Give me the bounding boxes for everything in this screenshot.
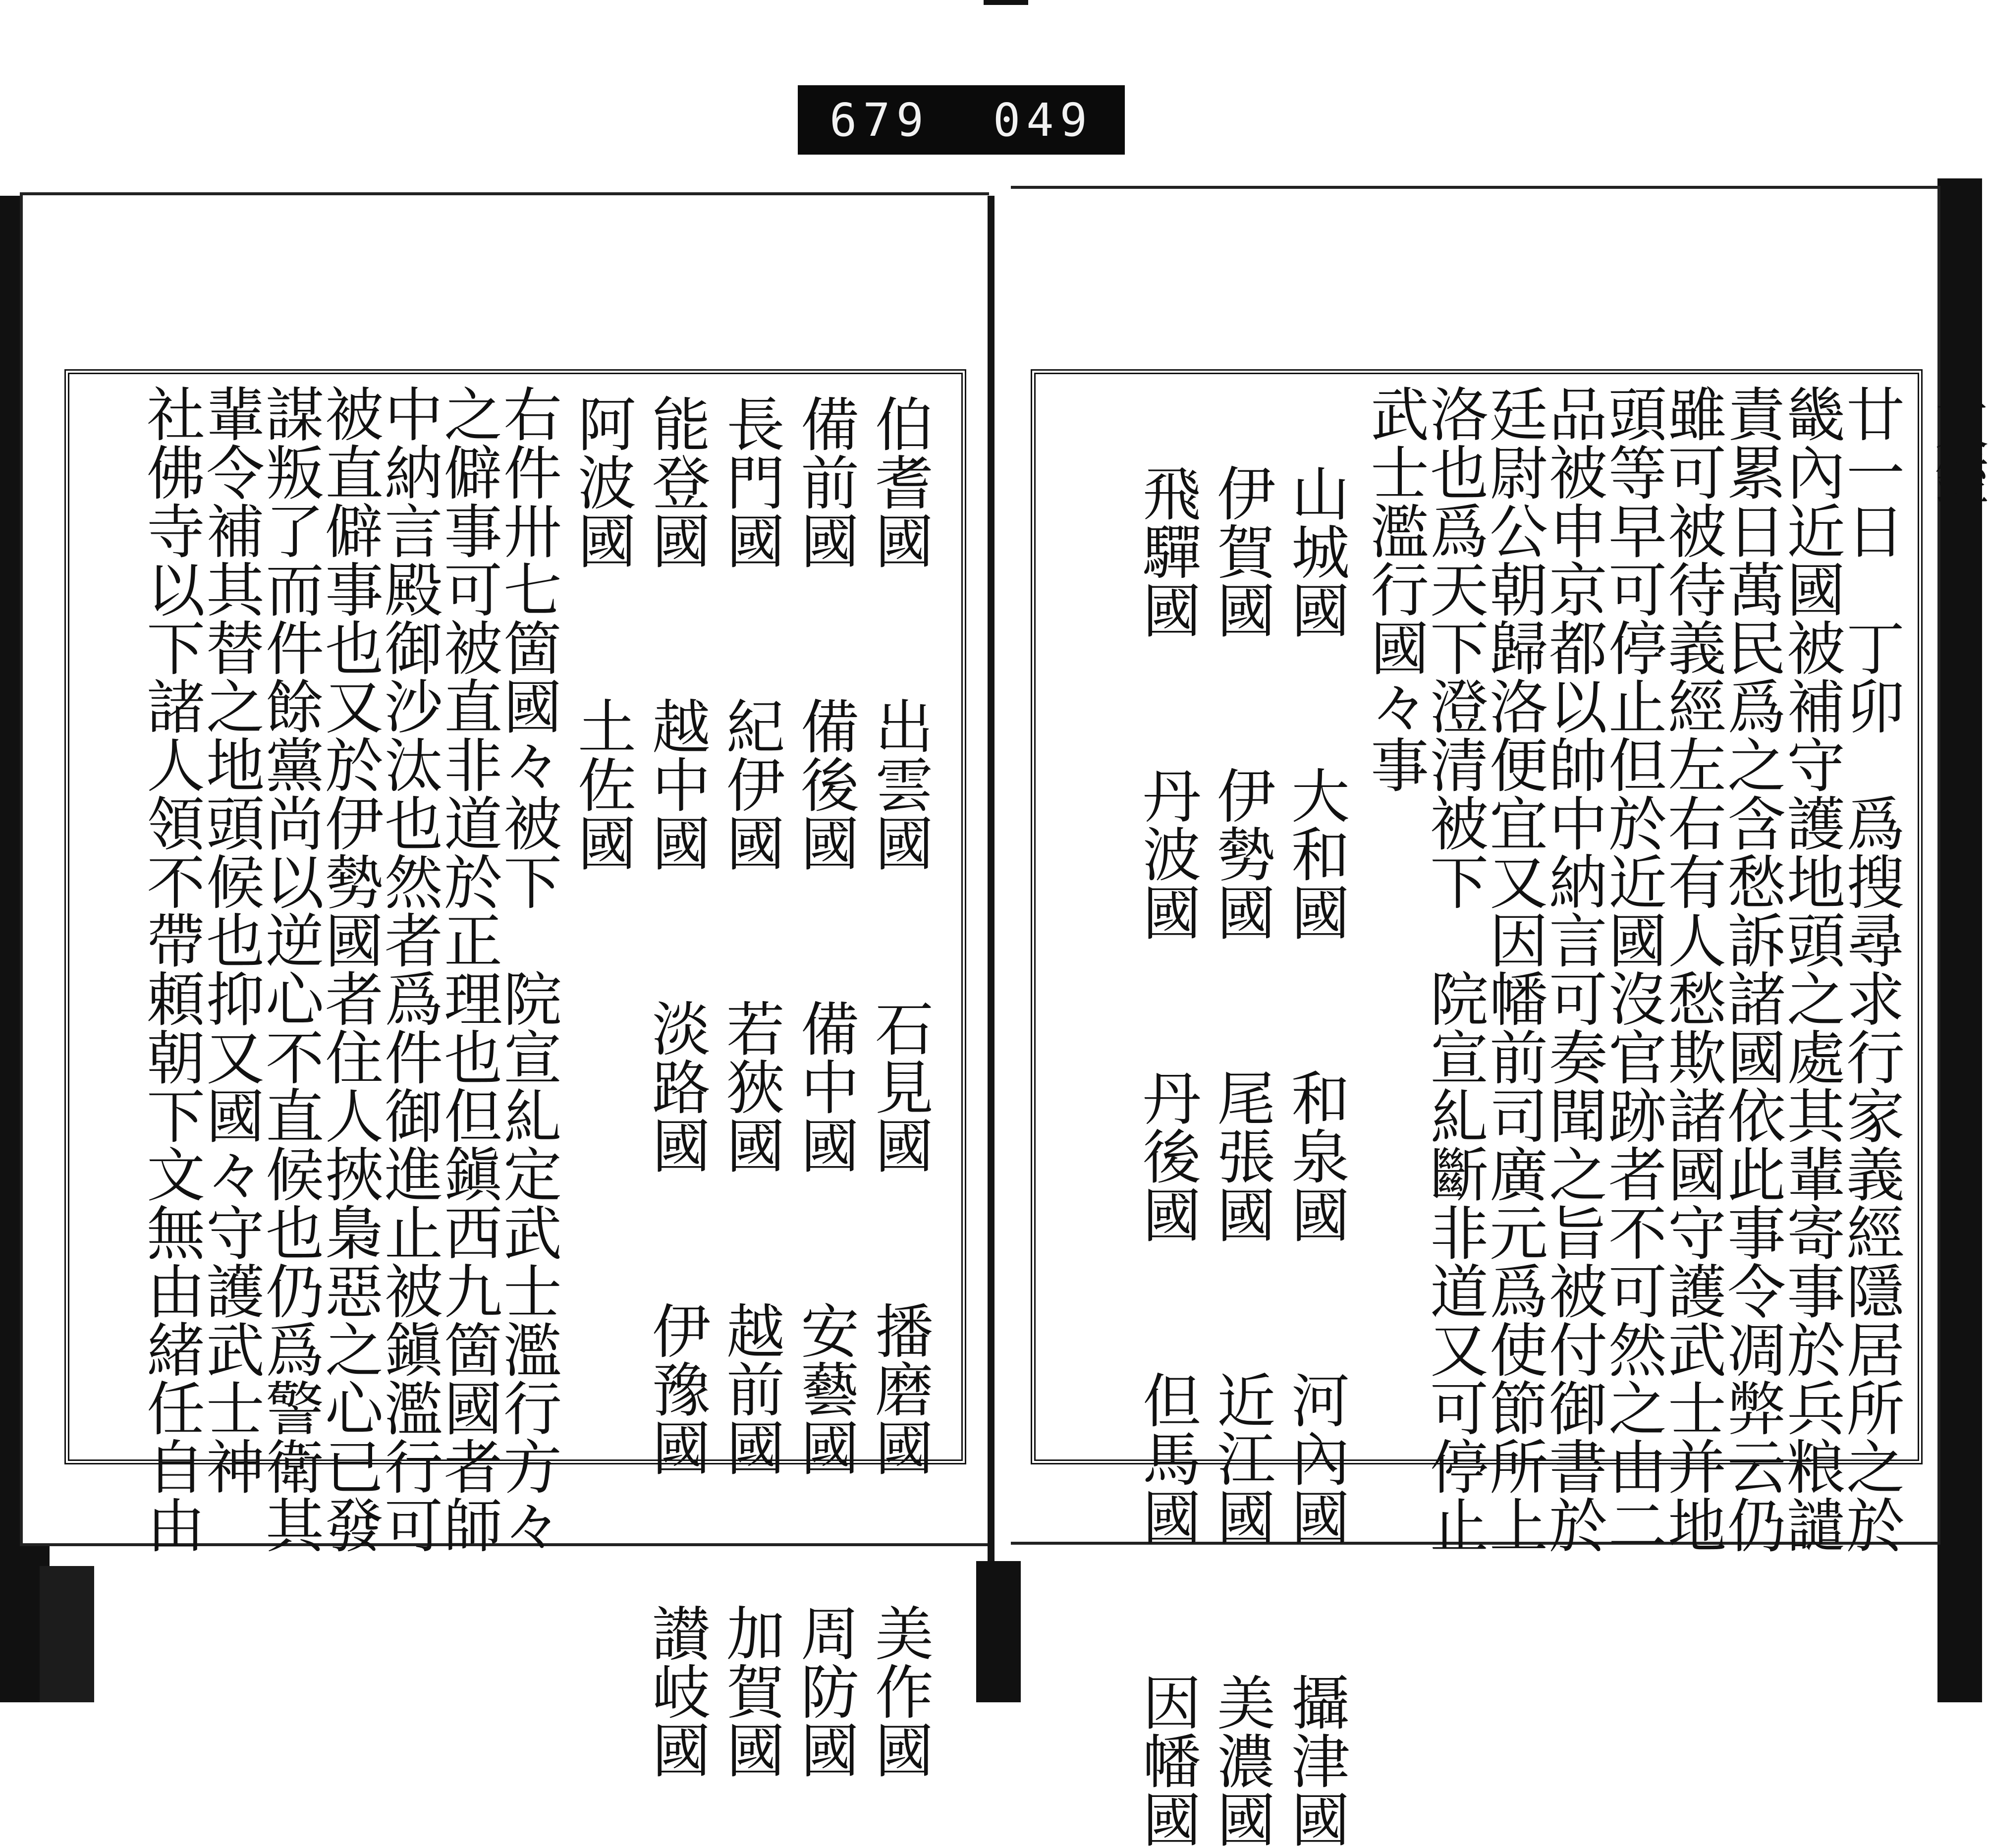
province: 越前國 [717, 1301, 785, 1476]
right-province-col-2 [1209, 463, 1273, 1848]
province: 若狹國 [717, 999, 785, 1174]
right-text-column: 頭等早可停止但於近國沒官跡者不可然之由二 [1599, 384, 1667, 1554]
province: 備中國 [791, 999, 859, 1174]
province: 伊豫國 [642, 1301, 711, 1476]
province: 丹波國 [1133, 766, 1201, 941]
province: 加賀國 [717, 1603, 785, 1779]
province: 播磨國 [865, 1301, 934, 1476]
left-text-frame [64, 369, 966, 1779]
province: 伊勢國 [1207, 766, 1275, 941]
left-province-col-4 [644, 394, 709, 1779]
left-province-col-5 [570, 394, 634, 872]
province: 丹後國 [1133, 1068, 1201, 1243]
province: 伯耆國 [865, 394, 934, 569]
right-text-column: 畿內近國被補守護地頭之處其輩寄事於兵粮譴 [1777, 384, 1845, 1554]
left-text-column: 輩令補其替之地頭候也抑又國々守護武士神 [196, 384, 265, 1495]
film-frame-label [798, 85, 1125, 155]
gutter-foot [976, 1561, 1021, 1702]
province: 伊賀國 [1207, 463, 1275, 639]
province: 紀伊國 [717, 696, 785, 872]
right-province-col-3 [1135, 463, 1199, 1848]
left-text-column: 社佛寺以下諸人領不帶頼朝下文無由緒任自由 [137, 384, 205, 1554]
right-text-column: 廿一日 丁卯 爲搜尋求行家義經隱居所之於 [1836, 384, 1905, 1554]
province: 越中國 [642, 696, 711, 872]
province: 因幡國 [1133, 1673, 1201, 1848]
province: 備後國 [791, 696, 859, 872]
right-text-column: 品被申京都以帥中納言可奏聞之旨被付御書於 [1539, 384, 1607, 1554]
left-province-col-2 [793, 394, 857, 1779]
province: 尾張國 [1207, 1068, 1275, 1243]
left-text-column: 被直僻事也又於伊勢國者住人挾梟惡之心已發 [315, 384, 384, 1554]
province: 周防國 [791, 1603, 859, 1779]
left-province-col-1 [867, 394, 932, 1779]
right-province-col-1 [1283, 463, 1348, 1848]
frame-number-right: 049 [993, 93, 1094, 147]
right-text-column: 武士濫行國々事 [1361, 384, 1429, 793]
province: 飛驒國 [1133, 463, 1201, 639]
left-text-column: 之僻事可被直非道於正理也但鎭西九箇國者師 [434, 384, 502, 1554]
left-province-col-3 [718, 394, 783, 1779]
right-margin-title: 東鑑 [1926, 396, 1989, 505]
province: 美濃國 [1207, 1673, 1275, 1848]
province: 大和國 [1281, 766, 1350, 941]
province: 能登國 [642, 394, 711, 569]
right-text-frame [1031, 369, 1923, 1848]
province: 美作國 [865, 1603, 934, 1779]
province: 土佐國 [568, 696, 636, 872]
province: 讃岐國 [642, 1603, 711, 1779]
book-gutter [988, 196, 994, 1702]
left-text-column: 中納言殿御沙汰也然者爲件御進止被鎭濫行可 [375, 384, 443, 1554]
right-text-column: 責累日萬民爲之含愁訴諸國依此事令凋弊云仍 [1717, 384, 1786, 1554]
top-edge-mark [984, 0, 1028, 5]
left-text-column: 謀叛了而件餘黨尚以逆心不直候也仍爲警衛其 [256, 384, 324, 1554]
province: 和泉國 [1281, 1068, 1350, 1243]
province: 安藝國 [791, 1301, 859, 1476]
frame-number-left: 679 [829, 93, 930, 147]
right-text-column: 廷尉公朝歸洛便宜又因幡前司廣元爲使節所上 [1480, 384, 1548, 1554]
province: 石見國 [865, 999, 934, 1174]
province: 出雲國 [865, 696, 934, 872]
province: 但馬國 [1133, 1370, 1201, 1546]
province: 阿波國 [568, 394, 636, 569]
province: 近江國 [1207, 1370, 1275, 1546]
province: 河內國 [1281, 1370, 1350, 1546]
left-text-column: 右件卅七箇國々被下 院宣糺定武士濫行方々 [494, 384, 562, 1554]
right-text-column: 洛也爲天下澄清被下 院宣糺斷非道又可停止 [1420, 384, 1489, 1554]
province: 淡路國 [642, 999, 711, 1174]
province: 備前國 [791, 394, 859, 569]
province: 長門國 [717, 394, 785, 569]
province: 攝津國 [1281, 1673, 1350, 1848]
left-binding-foot [40, 1566, 94, 1702]
province: 山城國 [1281, 463, 1350, 639]
right-text-column: 雖可被待義經左右有人愁欺諸國守護武士并地 [1658, 384, 1726, 1554]
